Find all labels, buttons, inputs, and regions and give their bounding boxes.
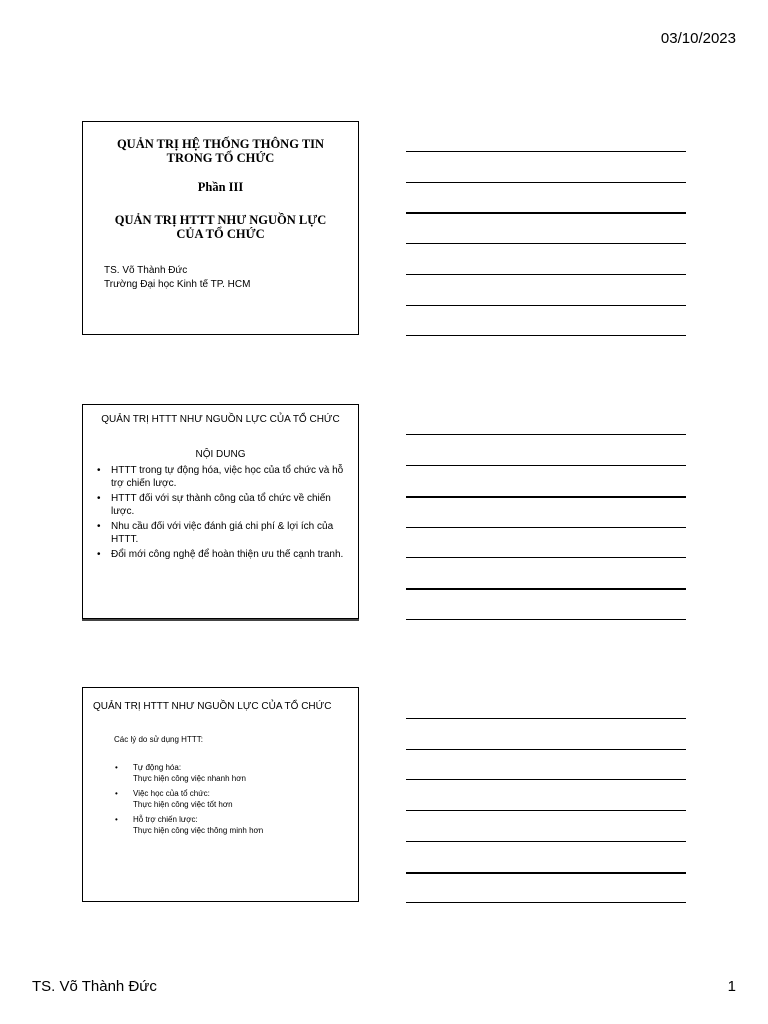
note-line: [406, 243, 686, 244]
note-line: [406, 619, 686, 620]
list-item: • HTTT trong tự động hóa, việc học của tổ chức và hỗ trợ chiến lược.: [95, 465, 346, 490]
slide-3-bullet-list: [115, 762, 348, 840]
list-item: • Đổi mới công nghệ để hoàn thiện ưu thế cạnh tranh.: [95, 549, 346, 562]
slide-1-title: QUẢN TRỊ HỆ THỐNG THÔNG TIN TRONG TỔ CHỨC: [116, 137, 325, 165]
note-line: [406, 527, 686, 528]
slide-2-subheading: NỘI DUNG: [195, 449, 246, 460]
list-item: • Hỗ trợ chiến lược: Thực hiện công việc thông minh hơn: [115, 814, 348, 836]
slide-1-part: Phần III: [197, 180, 244, 194]
note-line: [406, 779, 686, 780]
note-line: [406, 588, 686, 590]
note-line: [406, 557, 686, 558]
note-line: [406, 335, 686, 336]
list-item: • Việc học của tổ chức: Thực hiện công việc tốt hơn: [115, 788, 348, 810]
note-line: [406, 872, 686, 874]
list-item: • Nhu cầu đối với việc đánh giá chi phí & lợi ích của HTTT.: [95, 521, 346, 546]
note-line: [406, 465, 686, 466]
footer-author: TS. Võ Thành Đức: [32, 978, 157, 995]
slide-3-heading: QUẢN TRỊ HTTT NHƯ NGUỒN LỰC CỦA TỔ CHỨC: [93, 701, 332, 712]
note-line: [406, 274, 686, 275]
slide-2-bullet-list: [95, 465, 346, 565]
slide-1-author: TS. Võ Thành Đức: [104, 265, 188, 276]
slide-1-author-block: [104, 264, 250, 292]
note-line: [406, 182, 686, 183]
note-line: [406, 496, 686, 498]
list-item: • Tự động hóa: Thực hiện công việc nhanh hơn: [115, 762, 348, 784]
list-item: • HTTT đối với sự thành công của tổ chức về chiến lược.: [95, 493, 346, 518]
note-line: [406, 749, 686, 750]
note-line: [406, 434, 686, 435]
note-line: [406, 810, 686, 811]
slide-1-subtitle: QUẢN TRỊ HTTT NHƯ NGUỒN LỰC CỦA TỔ CHỨC: [114, 213, 327, 241]
note-line: [406, 151, 686, 152]
note-line: [406, 841, 686, 842]
slide-2-heading: QUẢN TRỊ HTTT NHƯ NGUỒN LỰC CỦA TỔ CHỨC: [101, 414, 340, 425]
slide-1-institution: Trường Đại học Kinh tế TP. HCM: [104, 279, 251, 290]
slide-3: [82, 687, 359, 902]
page-date: 03/10/2023: [660, 30, 736, 47]
slide-3-intro: Các lý do sử dụng HTTT:: [114, 735, 203, 744]
page-number: 1: [727, 978, 736, 995]
slide-2: [82, 404, 359, 619]
slide-1: [82, 121, 359, 335]
note-line: [406, 212, 686, 214]
note-line: [406, 305, 686, 306]
note-line: [406, 902, 686, 903]
note-line: [406, 718, 686, 719]
